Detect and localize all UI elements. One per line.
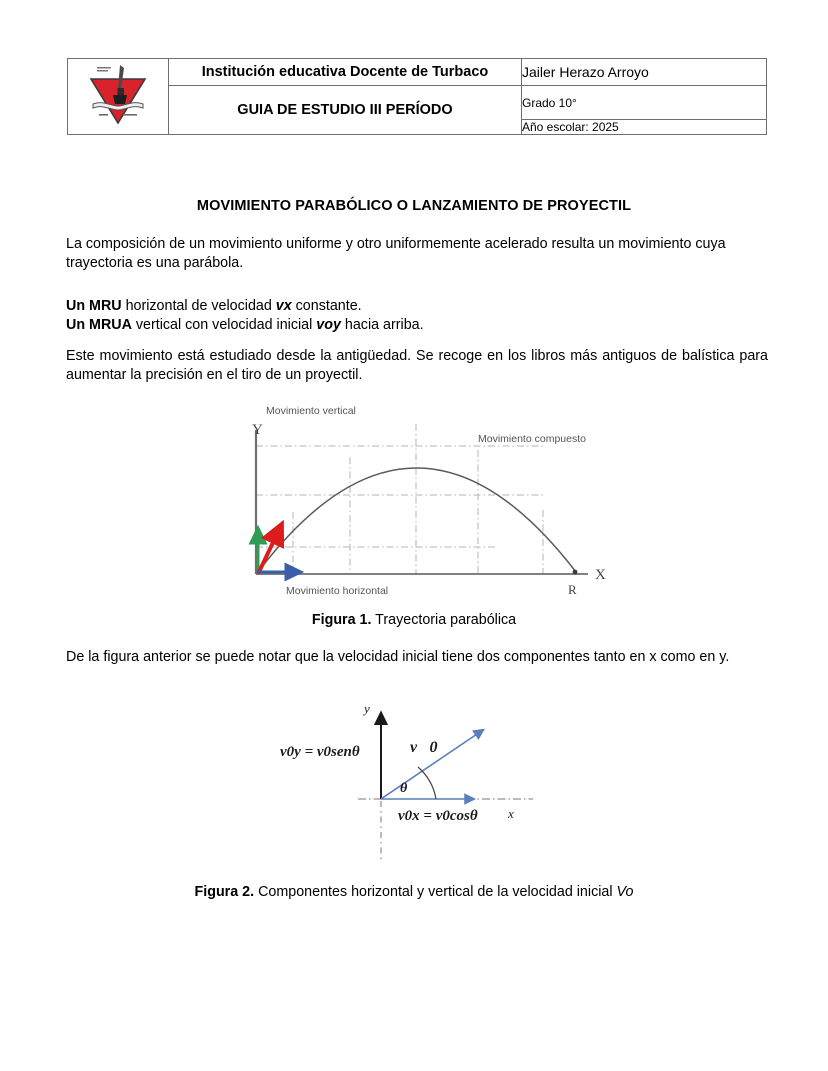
figure2-voy-label: v0y = v0senθ (280, 744, 360, 760)
figure1-x-axis-label: X (595, 567, 606, 583)
paragraph-components-note: De la figura anterior se puede notar que la velocidad inicial tiene dos componentes tanto en x como en y. (66, 649, 730, 665)
figure-2-caption-italic: Vo (616, 884, 634, 900)
figure1-label-horizontal-motion: Movimiento horizontal (286, 585, 389, 597)
figure2-v0-label: v⃗0 (410, 739, 438, 756)
mru-text-b: constante. (291, 298, 362, 314)
figure2-x-axis-label: x (508, 806, 514, 821)
figure-2-velocity-components (248, 694, 598, 866)
figure-1-parabolic-trajectory (238, 402, 618, 598)
figure-2-caption-text: Componentes horizontal y vertical de la velocidad inicial (254, 884, 617, 900)
header-teacher-name: Jailer Herazo Arroyo (522, 59, 767, 86)
document-header-table (67, 58, 767, 135)
figure2-vox-label: v0x = v0cosθ (398, 808, 478, 824)
figure-2-caption (0, 884, 828, 900)
figure-1-caption (0, 612, 828, 628)
figure1-trajectory-curve (258, 468, 576, 572)
figure2-theta-label: θ (400, 781, 408, 796)
mrua-text-b: hacia arriba. (340, 317, 424, 333)
header-logo-cell (68, 59, 169, 135)
figure2-y-axis-label: y (364, 701, 370, 716)
paragraph-intro: La composición de un movimiento uniforme y otro uniformemente acelerado resulta un movimiento cuya trayectoria es una parábola. (66, 236, 726, 271)
figure-2-caption-label: Figura 2. (194, 884, 255, 900)
figure-1-caption-text: Trayectoria parabólica (371, 612, 517, 628)
figure-1-caption-label: Figura 1. (311, 612, 372, 628)
paragraph-components (66, 297, 768, 335)
figure1-label-compound-motion: Movimiento compuesto (478, 433, 586, 445)
mru-label: Un MRU (66, 298, 122, 314)
figure1-landing-point (573, 570, 578, 575)
header-institution-name: Institución educativa Docente de Turbaco (169, 59, 522, 86)
figure1-y-axis-label: Y (252, 422, 263, 438)
mrua-label: Un MRUA (66, 317, 132, 333)
figure1-label-vertical-motion: Movimiento vertical (266, 405, 356, 417)
mru-variable: vx (275, 298, 292, 314)
figure1-resultant-velocity-vector (258, 532, 278, 574)
header-row-2 (68, 86, 767, 120)
mru-text-a: horizontal de velocidad (121, 298, 276, 314)
header-row-1 (68, 59, 767, 86)
figure1-range-marker-label: R (568, 582, 577, 597)
paragraph-history: Este movimiento está estudiado desde la antigüedad. Se recoge en los libros más antiguos de balística para aumentar la precisión en el tiro de un proyectil. (66, 348, 768, 383)
mrua-variable: voy (316, 317, 341, 333)
header-grade: Grado 10° (522, 86, 767, 120)
header-guide-title: GUIA DE ESTUDIO III PERÍODO (169, 86, 522, 135)
header-school-year: Año escolar: 2025 (522, 120, 767, 135)
mrua-text-a: vertical con velocidad inicial (131, 317, 317, 333)
page-title: MOVIMIENTO PARABÓLICO O LANZAMIENTO DE PROYECTIL (196, 198, 632, 214)
school-crest-logo-icon (81, 59, 155, 129)
